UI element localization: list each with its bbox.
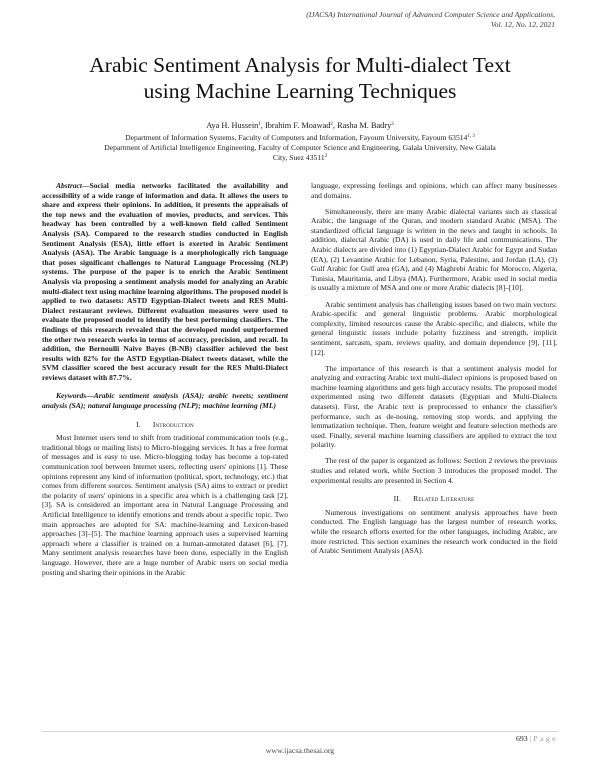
abstract-dash: — <box>82 181 90 190</box>
affiliation-text-cont: City, Suez 43511 <box>272 153 325 162</box>
author-list: Aya H. Hussein$^1$, Ibrahim F. Moawad$^2$, Rasha M. Badry$^3$ <box>206 121 394 130</box>
page-separator: | <box>529 734 532 743</box>
body-paragraph: Most Internet users tend to shift from traditional communication tools (e.g., traditional blogs or mailing lists) to Micro-blogging services. It has a free format of messages and is easy to use. Micro-blogging today has become a top-rated communication tool between Internet users, reflecting users' opinions [1]. These opinions represent any kind of information (political, sport, technology, etc.) that comes from different sources. Sentiment analysis (SA) aims to extract or predict the polarity of users' opinions in a specific area which is a challenging task [2], [3]. SA is considered an important area in Natural Language Processing and Artificial Intelligence to identify emotions and trends about a specific topic. Two main approaches are adopted for SA: machine-learning and Lexicon-based approaches [3]–[5]. The machine learning approach uses a supervised learning approach where a classifier is trained on a human-annotated dataset [6], [7]. Many sentiment analysis researches have been done, especially in the English language. However, there are a huge number of Arabic users on social media posting and sharing their opinions in the Arabic <box>42 433 288 577</box>
keywords <box>42 391 288 410</box>
abstract <box>42 181 288 382</box>
author-sup: 2 <box>330 122 333 127</box>
paper-title <box>30 52 570 104</box>
title-line-2: using Machine Learning Techniques <box>143 79 457 103</box>
author-name: Rasha M. Badry <box>337 121 392 130</box>
abstract-label: Abstract <box>56 181 82 190</box>
journal-volume: Vol. 12, No. 12, 2021 <box>490 20 555 29</box>
right-column <box>311 181 557 562</box>
affiliation-sup: 1, 3 <box>467 134 475 139</box>
footer-divider <box>42 731 558 732</box>
running-header <box>306 10 555 30</box>
section-heading-related-literature <box>311 494 557 504</box>
section-number: II. <box>393 494 402 504</box>
abstract-text: Social media networks facilitated the availability and accessibility of a wide range of information and data. It allows the users to share and express their opinions. In addition, it presents the appraisals of the top news and the evaluation of movies, products, and services. This headway has been controlled by a well-known field called Sentiment Analysis (SA). Compared to the research studies conducted in English Sentiment Analysis (ESA), little effort is exerted in Arabic Sentiment Analysis (ASA). The Arabic language is a morphologically rich language that poses significant challenges to Natural Language Processing (NLP) systems. The purpose of the paper is to enrich the Arabic Sentiment Analysis via proposing a sentiment analysis model for analyzing an Arabic multi-dialect text using machine learning algorithms. The proposed model is applied to two datasets: ASTD Egyptian-Dialect tweets and RES Multi-Dialect restaurant reviews. Different evaluation measures were used to evaluate the proposed model to identify the best performing classifiers. The findings of this research revealed that the developed model outperformed the other two research works in terms of accuracy, precision, and recall. In addition, the Bernoulli Naive Bayes (B-NB) classifier achieved the best results with 82% for the ASTD Egyptian-Dialect tweets dataset, while the SVM classifier scored the best accuracy result for the RES Multi-Dialect reviews dataset with 87.7%. <box>42 181 288 382</box>
keywords-label: Keywords <box>56 391 87 401</box>
body-paragraph: Arabic sentiment analysis has challenging issues based on two main vectors: Arabic-specific and general linguistic problems. Arabic morphological complexity, limited resources cause the Arabic-specific, and dialects, while the general linguistic issues include polarity fuzziness and strength, implicit sentiment, sarcasm, spam, reviews quality, and domain dependence [9], [11], [12]. <box>311 299 557 357</box>
page-number <box>516 734 558 743</box>
section-number: I. <box>136 419 141 429</box>
body-paragraph: The rest of the paper is organized as follows: Section 2 reviews the previous studies and related work, while Section 3 introduces the proposed model. The experimental results are presented in Section 4. <box>311 456 557 485</box>
keywords-text: Arabic sentiment analysis (ASA); arabic tweets; sentiment analysis (SA); natural language processing (NLP); machine learning (ML) <box>42 391 288 411</box>
page-label: Page <box>533 734 558 743</box>
author-name: Aya H. Hussein <box>206 121 259 130</box>
keywords-dash: — <box>86 391 94 401</box>
body-paragraph: language, expressing feelings and opinions, which can affect many businesses and domains. <box>311 181 557 200</box>
author-name: Ibrahim F. Moawad <box>264 121 331 130</box>
journal-name: (IJACSA) International Journal of Advanced Computer Science and Applications, <box>306 10 555 19</box>
title-line-1: Arabic Sentiment Analysis for Multi-dialect Text <box>89 53 511 77</box>
affiliation-text: Department of Information Systems, Faculty of Computers and Information, Fayoum University, Fayoum 63514 <box>125 133 468 142</box>
left-column <box>42 181 288 584</box>
section-title: Related Literature <box>413 494 475 504</box>
affiliation-text: Department of Artificial Intelligence Engineering, Faculty of Computer Science and Engineering, Galala University, New Galala <box>104 143 496 152</box>
author-sup: 1 <box>258 122 261 127</box>
section-title: Introduction <box>152 419 194 429</box>
affiliation-2 <box>30 143 570 163</box>
body-paragraph: Simultaneously, there are many Arabic dialectal variants such as classical Arabic, the language of the Quran, and modern standard Arabic (MSA). The standardized official language is written in the news and taught in schools. In addition, dialectal Arabic (DA) is used in daily life and communications. The Arabic dialects are divided into (1) Egyptian-Dialect Arabic for Egypt and Sudan (EA), (2) Levantine Arabic for Lebanon, Syria, Palestine, and Jordan (LA), (3) Gulf Arabic for Gulf area (GA), and (4) Maghrebi Arabic for Morocco, Algeria, Tunisia, Mauritania, and Libya (MA). Furthermore, Arabic used in social media is usually a mixture of MSA and one or more Arabic dialects [8]–[10]. <box>311 206 557 293</box>
author-sup: 3 <box>391 122 394 127</box>
page-number-value: 693 <box>515 734 528 743</box>
affiliation-1 <box>30 133 570 143</box>
affiliation-sup: 2 <box>324 154 328 159</box>
footer-url: www.ijacsa.thesai.org <box>265 746 335 755</box>
body-paragraph: The importance of this research is that a sentiment analysis model for analyzing and extracting Arabic text multi-dialect opinions is proposed based on machine learning algorithms and gets high accuracy results. The proposed model experimented using two different datasets (Egyptian and Multi-Dialects datasets). First, the Arabic text is preprocessed to enhance the classifier's performance, such as de-nosing, removing stop words, and applying the lemmatization technique. Then, feature weight and feature selection methods are used. Finally, several machine learning classifiers are applied to extract the text polarity. <box>311 363 557 450</box>
body-paragraph: Numerous investigations on sentiment analysis approaches have been conducted. The English language has the largest number of research works, while the research efforts exerted for the other languages, including Arabic, are more restricted. This section examines the research work conducted in the field of Arabic Sentiment Analysis (ASA). <box>311 507 557 556</box>
section-heading-introduction <box>42 420 288 430</box>
